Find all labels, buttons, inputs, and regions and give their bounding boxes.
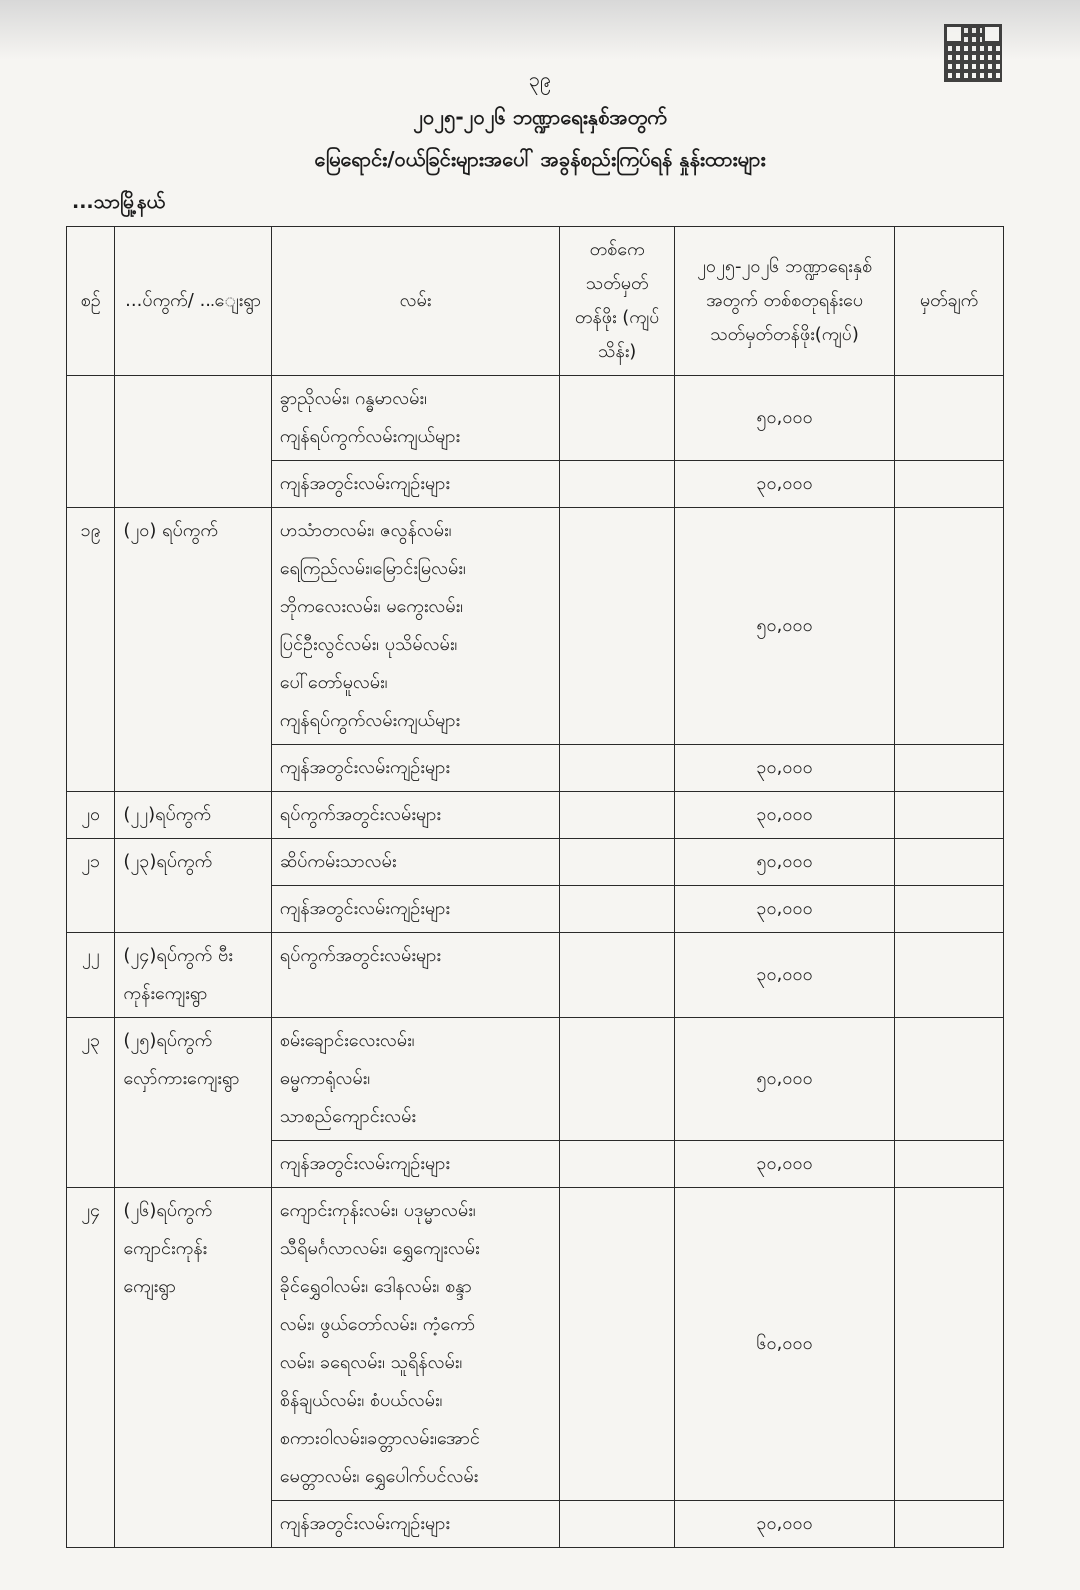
street-names: [271, 508, 559, 745]
table-row: [67, 376, 1004, 461]
street-line: ကျန်အတွင်းလမ်းကျဉ်းများ: [279, 898, 450, 919]
rate-value: ၅၀,၀၀၀: [675, 376, 895, 461]
township-name: ...သာမြို့နယ်: [72, 191, 166, 213]
street-line: လမ်း၊ ခရေလမ်း၊ သူရိန်လမ်း၊: [279, 1352, 463, 1373]
rate-value: ၃၀,၀၀၀: [675, 886, 895, 933]
street-names: [271, 376, 559, 461]
table-row: [67, 792, 1004, 839]
ward-village: (၂၅)ရပ်ကွက် လှော်ကားကျေးရွာ: [115, 1018, 271, 1188]
rate-table: [66, 226, 1004, 1548]
street-line: ကျန်ရပ်ကွက်လမ်းကျယ်များ: [279, 710, 461, 731]
rate-value: ၅၀,၀၀၀: [675, 839, 895, 886]
street-line: သာစည်ကျောင်းလမ်း: [279, 1106, 416, 1127]
document-title: ၂၀၂၅-၂၀၂၆ ဘဏ္ဍာရေးနှစ်အတွက်: [413, 105, 667, 129]
street-line: ဟသံာတလမ်း၊ ဇလွန်လမ်း၊: [279, 520, 452, 541]
row-number: ၂၁: [67, 839, 115, 933]
prev-value: [560, 839, 675, 886]
document-subtitle: မြေရောင်း/ဝယ်ခြင်းများအပေါ် အခွန်စည်းကြပ်ရန် နှုန်းထားများ: [314, 147, 766, 171]
street-line: ကျန်အတွင်းလမ်းကျဉ်းများ: [279, 473, 450, 494]
row-number: [67, 376, 115, 508]
page-number: ၃၉: [528, 67, 552, 91]
street-line: ခွာညိုလမ်း၊ ဂန္ဓမာလမ်း၊: [279, 388, 427, 409]
row-number: ၂၄: [67, 1188, 115, 1548]
rate-value: ၃၀,၀၀၀: [675, 461, 895, 508]
prev-value: [560, 461, 675, 508]
street-line: ခိုင်ရွှေဝါလမ်း၊ ဒေါနလမ်း၊ စန္ဒာ: [279, 1276, 472, 1297]
row-number: ၂၃: [67, 1018, 115, 1188]
prev-value: [560, 1188, 675, 1501]
street-names: [271, 1188, 559, 1501]
rate-value: ၅၀,၀၀၀: [675, 508, 895, 745]
street-line: ကျန်အတွင်းလမ်းကျဉ်းများ: [279, 1153, 450, 1174]
street-line: စမ်းချောင်းလေးလမ်း၊: [279, 1030, 415, 1051]
header-remark: မှတ်ချက်: [895, 227, 1004, 376]
table-row: [67, 933, 1004, 1018]
table-body: [67, 376, 1004, 1548]
street-names: [271, 886, 559, 933]
street-names: [271, 745, 559, 792]
table-row: [67, 839, 1004, 886]
ward-village: (၂၀) ရပ်ကွက်: [115, 508, 271, 792]
remark: [895, 839, 1004, 886]
header-land: လမ်း: [271, 227, 559, 376]
row-number: ၂၀: [67, 792, 115, 839]
prev-value: [560, 745, 675, 792]
table-header-row: [67, 227, 1004, 376]
street-names: [271, 1141, 559, 1188]
street-names: [271, 1501, 559, 1548]
street-line: ရပ်ကွက်အတွင်းလမ်းများ: [279, 804, 441, 825]
street-line: ပြင်ဦးလွင်လမ်း၊ ပုသိမ်လမ်း၊: [279, 634, 458, 655]
table-row: [67, 1188, 1004, 1501]
street-line: စိန်ချယ်လမ်း၊ စံပယ်လမ်း၊: [279, 1390, 443, 1411]
ward-village: (၂၂)ရပ်ကွက်: [115, 792, 271, 839]
remark: [895, 745, 1004, 792]
street-line: ကျန်အတွင်းလမ်းကျဉ်းများ: [279, 1513, 450, 1534]
street-line: သီရိမင်္ဂလာလမ်း၊ ရွှေကျေးလမ်း: [279, 1238, 480, 1259]
prev-value: [560, 1501, 675, 1548]
remark: [895, 1018, 1004, 1141]
row-number: ၂၂: [67, 933, 115, 1018]
street-line: ဆိပ်ကမ်းသာလမ်း: [279, 851, 397, 872]
street-names: [271, 792, 559, 839]
street-line: လမ်း၊ ဖွယ်တော်လမ်း၊ ကံ့ကော်: [279, 1314, 476, 1335]
prev-value: [560, 886, 675, 933]
street-line: ကျောင်းကုန်းလမ်း၊ ပဒုမ္မာလမ်း၊: [279, 1200, 476, 1221]
rate-value: ၃၀,၀၀၀: [675, 745, 895, 792]
street-names: [271, 461, 559, 508]
table-row: [67, 508, 1004, 745]
header-no: စဉ်: [67, 227, 115, 376]
ward-village: (၂၄)ရပ်ကွက် ဗီးကုန်းကျေးရွာ: [115, 933, 271, 1018]
prev-value: [560, 1141, 675, 1188]
remark: [895, 886, 1004, 933]
prev-value: [560, 376, 675, 461]
remark: [895, 376, 1004, 461]
ward-village: (၂၃)ရပ်ကွက်: [115, 839, 271, 933]
remark: [895, 508, 1004, 745]
remark: [895, 461, 1004, 508]
remark: [895, 1501, 1004, 1548]
street-line: ရေကြည်လမ်း၊မြောင်းမြလမ်း၊: [279, 558, 466, 579]
table-row: [67, 1018, 1004, 1141]
street-names: [271, 1018, 559, 1141]
street-line: ကျန်အတွင်းလမ်းကျဉ်းများ: [279, 757, 450, 778]
prev-value: [560, 933, 675, 1018]
street-line: ရပ်ကွက်အတွင်းလမ်းများ: [279, 945, 441, 966]
street-line: ဘိုကလေးလမ်း၊ မကွေးလမ်း၊: [279, 596, 464, 617]
ward-village: (၂၆)ရပ်ကွက် ကျောင်းကုန်း ကျေးရွာ: [115, 1188, 271, 1548]
rate-value: ၃၀,၀၀၀: [675, 933, 895, 1018]
rate-value: ၆၀,၀၀၀: [675, 1188, 895, 1501]
street-line: စကားဝါလမ်း၊ခတ္တာလမ်း၊အောင်: [279, 1428, 480, 1449]
row-number: ၁၉: [67, 508, 115, 792]
rate-value: ၃၀,၀၀၀: [675, 1141, 895, 1188]
rate-value: ၅၀,၀၀၀: [675, 1018, 895, 1141]
header-village: ...ပ်ကွက်/ ...ျေးရွာ: [115, 227, 271, 376]
prev-value: [560, 508, 675, 745]
prev-value: [560, 1018, 675, 1141]
street-names: [271, 933, 559, 1018]
remark: [895, 933, 1004, 1018]
ward-village: [115, 376, 271, 508]
header-rate: ၂၀၂၅-၂၀၂၆ ဘဏ္ဍာရေးနှစ်အတွက် တစ်စတုရန်းပေ သတ်မှတ်တန်ဖိုး(ကျပ်): [675, 227, 895, 376]
rate-value: ၃၀,၀၀၀: [675, 792, 895, 839]
prev-value: [560, 792, 675, 839]
remark: [895, 792, 1004, 839]
remark: [895, 1141, 1004, 1188]
scan-shadow: [0, 0, 1080, 60]
street-line: ပေါ်တော်မူလမ်း၊: [279, 672, 388, 693]
street-line: ဓမ္မကာရုံလမ်း၊: [279, 1068, 371, 1089]
street-line: ကျန်ရပ်ကွက်လမ်းကျယ်များ: [279, 426, 461, 447]
header-prev-value: တစ်ကေ သတ်မှတ် တန်ဖိုး (ကျပ်သိန်း): [560, 227, 675, 376]
remark: [895, 1188, 1004, 1501]
street-line: မေတ္တာလမ်း၊ ရွှေပေါက်ပင်လမ်း: [279, 1466, 479, 1487]
rate-value: ၃၀,၀၀၀: [675, 1501, 895, 1548]
street-names: [271, 839, 559, 886]
